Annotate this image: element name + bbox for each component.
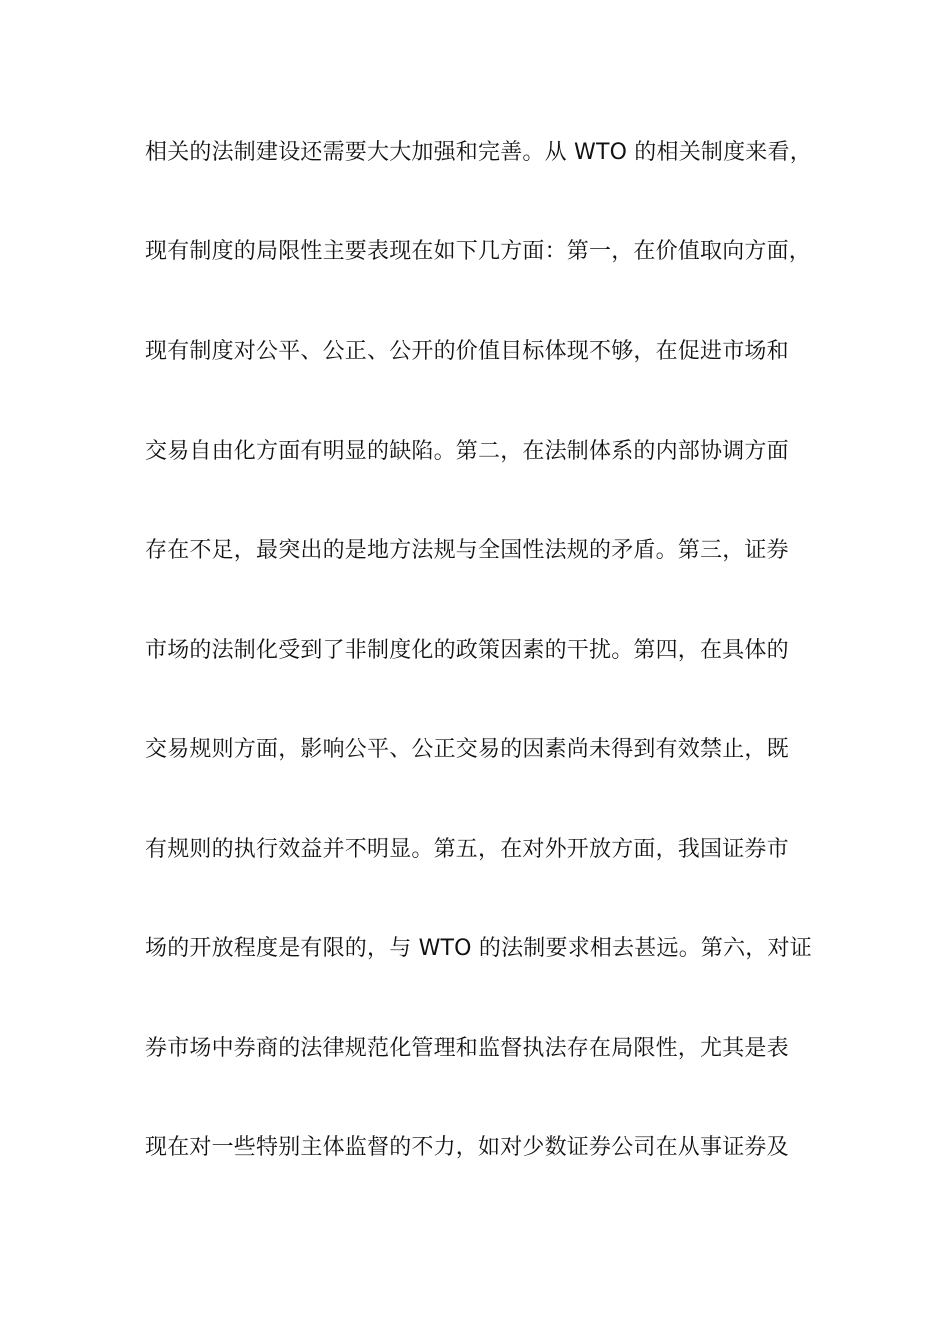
paragraph-line-4: 交易自由化方面有明显的缺陷。第二，在法制体系的内部协调方面 xyxy=(145,439,789,464)
paragraph-line-11: 现在对一些特别主体监督的不力，如对少数证券公司在从事证券及 xyxy=(145,1135,789,1160)
paragraph-line-2: 现有制度的局限性主要表现在如下几方面：第一，在价值取向方面， xyxy=(145,239,812,264)
paragraph-line-5: 存在不足，最突出的是地方法规与全国性法规的矛盾。第三，证券 xyxy=(145,538,789,563)
paragraph-line-1: 相关的法制建设还需要大大加强和完善。从 WTO 的相关制度来看， xyxy=(145,140,812,165)
paragraph-line-10: 券市场中券商的法律规范化管理和监督执法存在局限性，尤其是表 xyxy=(145,1036,789,1061)
paragraph-line-8: 有规则的执行效益并不明显。第五，在对外开放方面，我国证券市 xyxy=(145,837,789,862)
paragraph-line-6: 市场的法制化受到了非制度化的政策因素的干扰。第四，在具体的 xyxy=(145,638,789,663)
paragraph-line-7: 交易规则方面，影响公平、公正交易的因素尚未得到有效禁止，既 xyxy=(145,737,789,762)
paragraph-line-3: 现有制度对公平、公正、公开的价值目标体现不够，在促进市场和 xyxy=(145,339,789,364)
paragraph-line-9: 场的开放程度是有限的，与 WTO 的法制要求相去甚远。第六，对证 xyxy=(145,936,812,961)
